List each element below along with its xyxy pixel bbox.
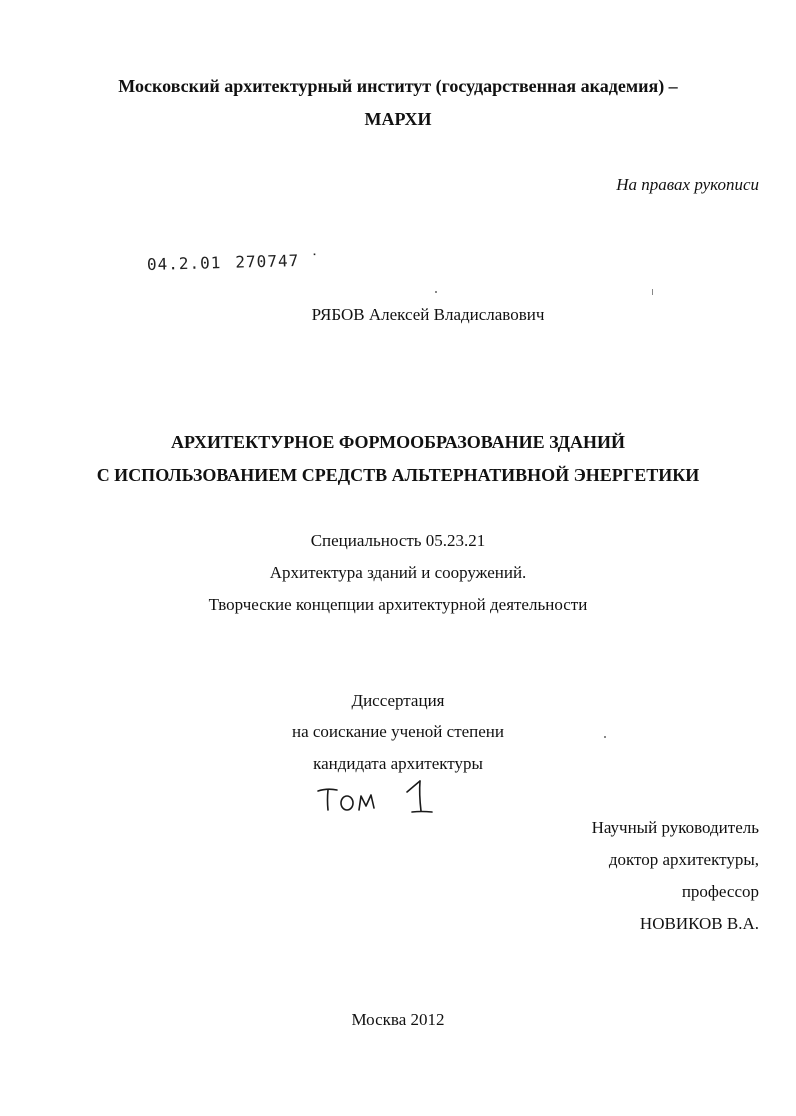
- specialty-field: Архитектура зданий и сооружений.: [269, 563, 527, 582]
- stamp-code: 04.2.01: [146, 253, 222, 274]
- manuscript-rights-note: На правах рукописи: [616, 175, 759, 194]
- institute-name-line1: Московский архитектурный институт (государственная академия) –: [118, 76, 678, 96]
- stamp-number: 270747: [235, 251, 300, 272]
- supervisor-degree: доктор архитектуры,: [608, 850, 759, 869]
- supervisor-name: НОВИКОВ В.А.: [639, 914, 759, 933]
- handwritten-volume-drawing: [315, 778, 455, 818]
- supervisor-title: профессор: [681, 882, 759, 901]
- specialty-code: Специальность 05.23.21: [310, 531, 486, 550]
- institute-abbreviation: МАРХИ: [364, 109, 432, 129]
- author-name: РЯБОВ Алексей Владиславович: [311, 305, 545, 324]
- specialty-subfield: Творческие концепции архитектурной деятельности: [208, 595, 588, 614]
- stamp-mark: ˙: [298, 250, 321, 271]
- supervisor-label: Научный руководитель: [591, 818, 759, 837]
- dissertation-title-line1: АРХИТЕКТУРНОЕ ФОРМООБРАЗОВАНИЕ ЗДАНИЙ: [171, 432, 625, 452]
- scan-speck: [435, 291, 437, 293]
- handwritten-volume-mark: [315, 778, 455, 818]
- scan-speck: [652, 289, 653, 295]
- degree-name: кандидата архитектуры: [313, 754, 483, 773]
- document-type: Диссертация: [351, 691, 445, 710]
- city-and-year: Москва 2012: [351, 1010, 445, 1029]
- degree-purpose: на соискание ученой степени: [291, 722, 505, 741]
- dissertation-title-line2: С ИСПОЛЬЗОВАНИЕМ СРЕДСТВ АЛЬТЕРНАТИВНОЙ ЭНЕРГЕТИКИ: [96, 465, 700, 485]
- registration-stamp: [147, 250, 321, 274]
